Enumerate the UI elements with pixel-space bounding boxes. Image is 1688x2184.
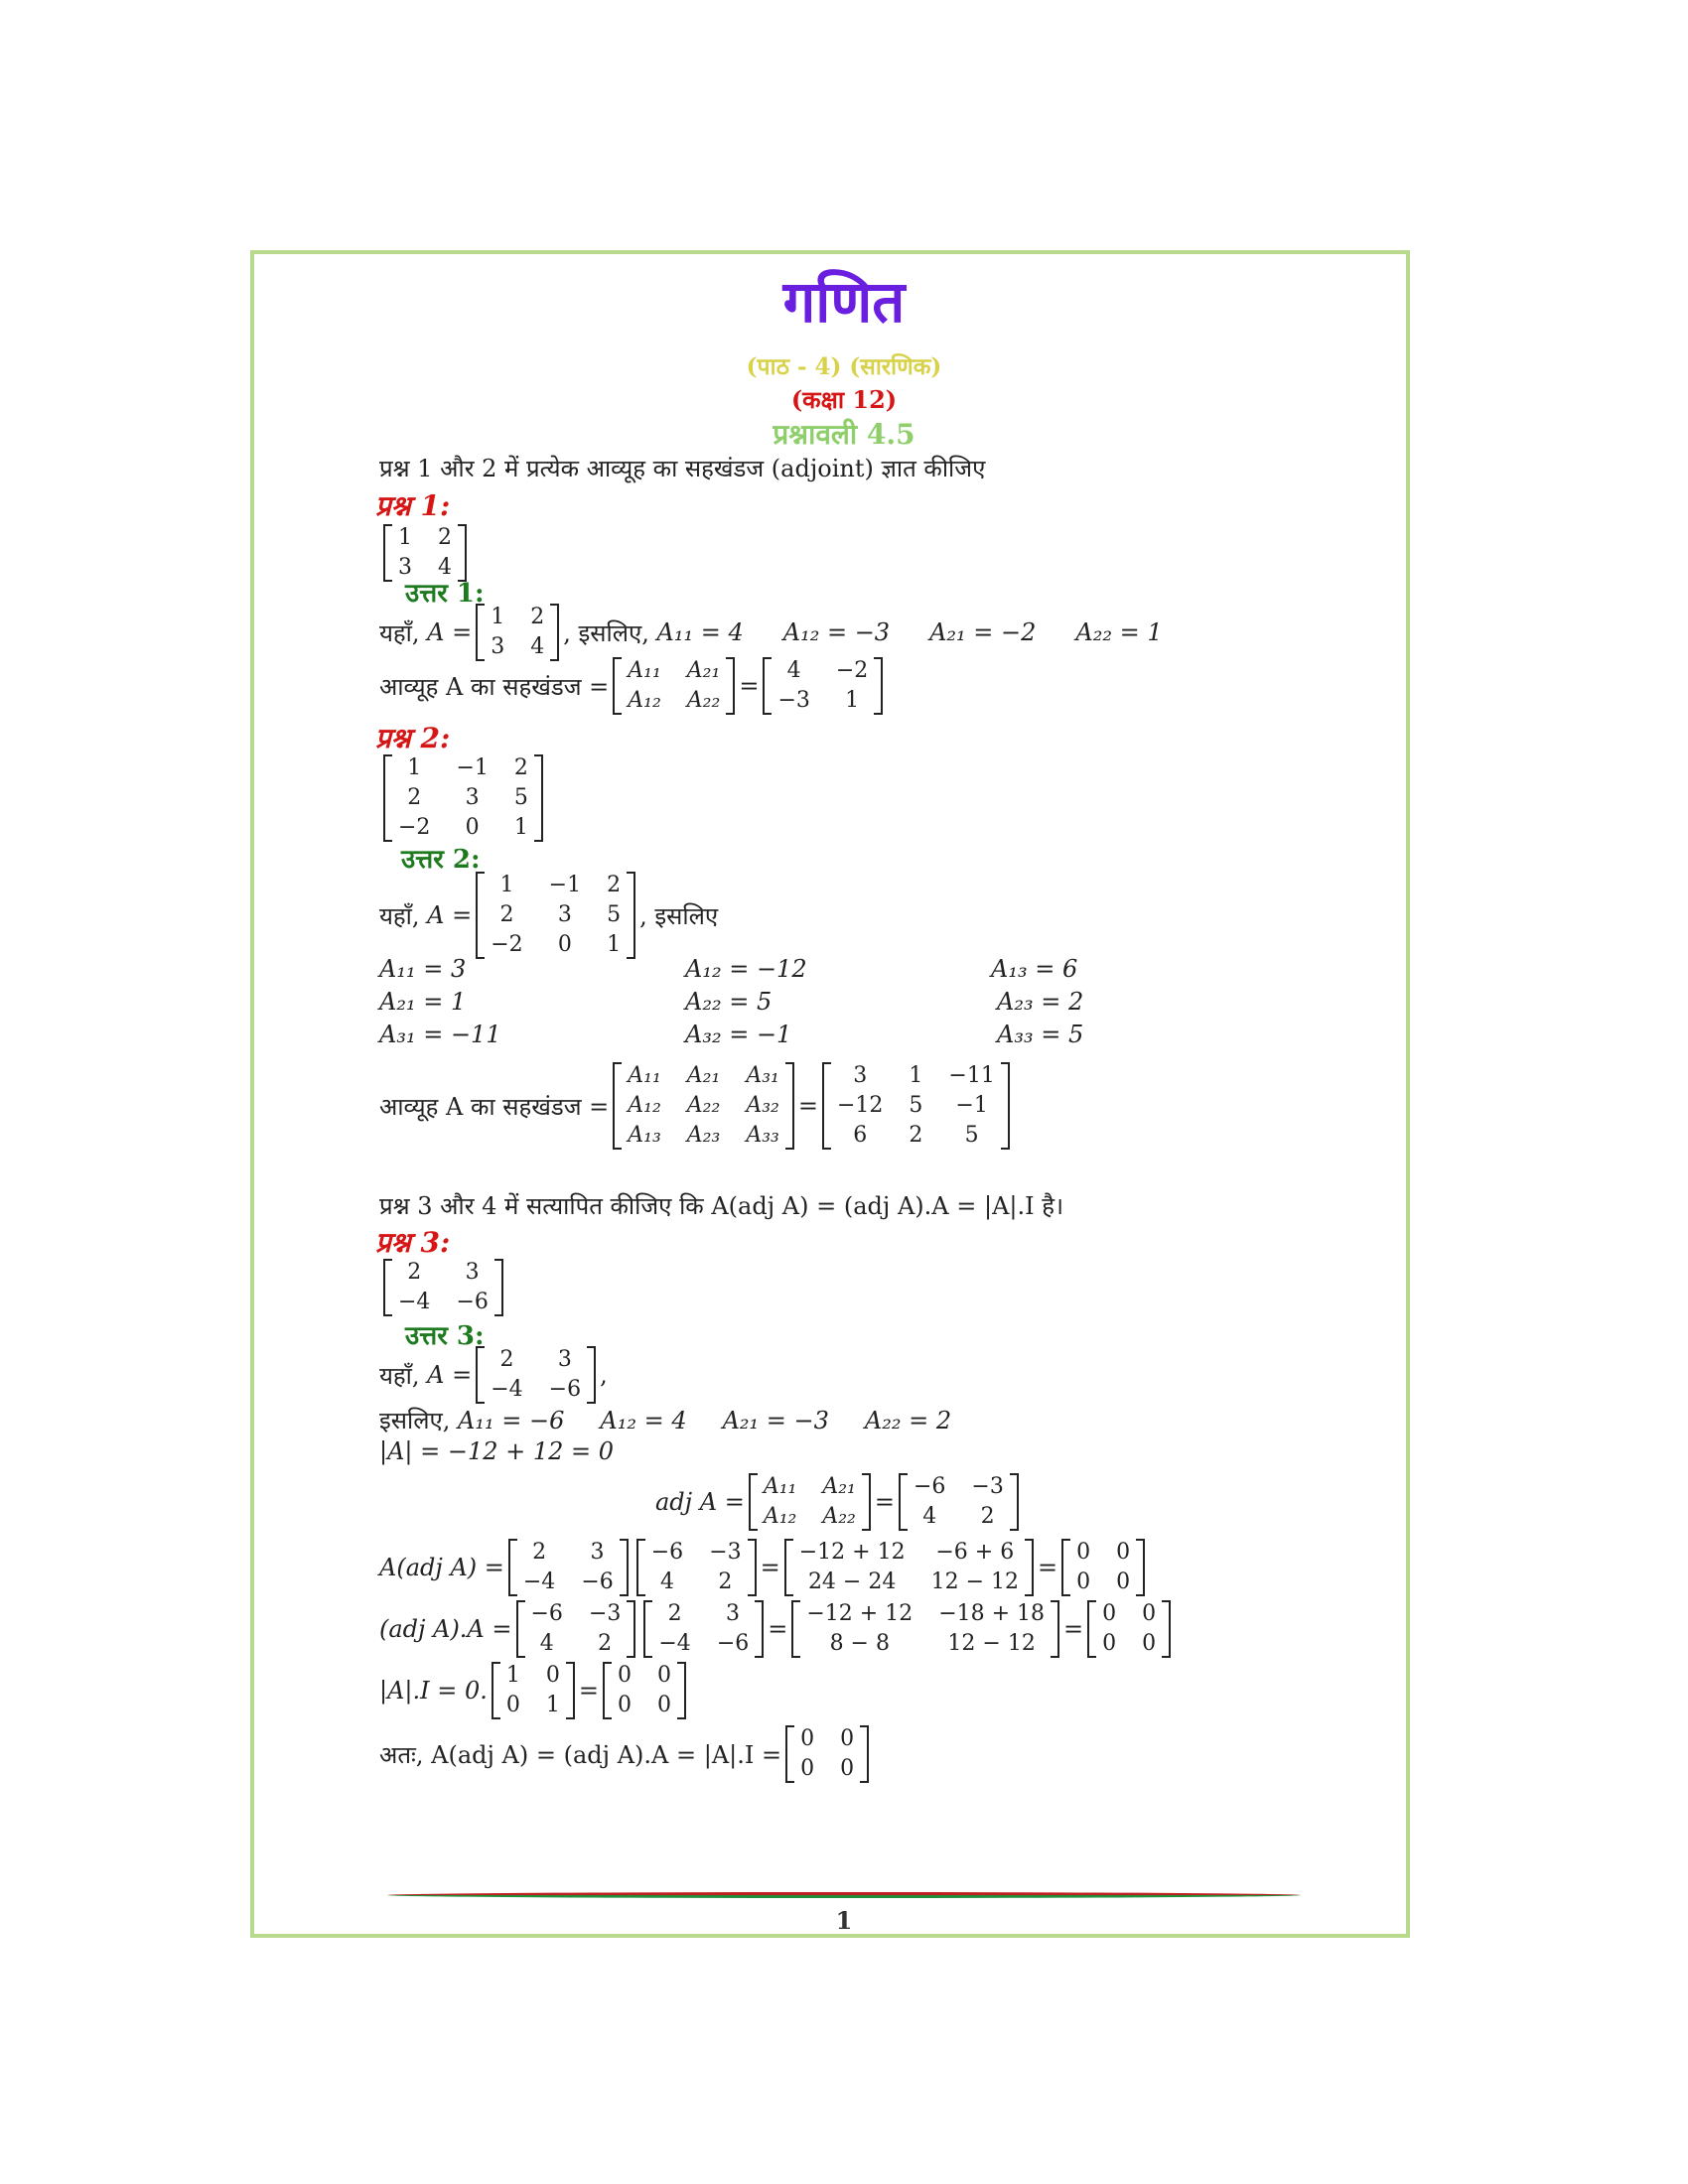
equals: =	[739, 672, 760, 700]
bracket-left	[791, 1600, 800, 1658]
matrix-cell: −11	[948, 1063, 995, 1088]
equals: =	[1063, 1615, 1084, 1643]
answer-3-label: उत्तर 3:	[405, 1321, 485, 1351]
matrix-cell: A₂₂	[822, 1504, 856, 1529]
matrix	[1061, 1539, 1145, 1596]
matrix-grid	[392, 754, 534, 842]
matrix-cell: 3	[557, 902, 572, 927]
matrix-cell: −3	[777, 688, 810, 713]
matrix-cell: −3	[709, 1540, 742, 1565]
matrix-cell: 1	[607, 932, 622, 957]
matrix-cell: 2	[499, 902, 514, 927]
bracket-left	[822, 1062, 831, 1150]
matrix-cell: 0	[618, 1663, 632, 1688]
matrix	[613, 657, 735, 715]
bracket-right	[1010, 1473, 1019, 1531]
answer-2-line	[379, 872, 718, 959]
bracket-right	[726, 657, 735, 715]
equals: =	[797, 1092, 818, 1120]
matrix-cell: −6	[581, 1570, 614, 1594]
product-2-line	[379, 1600, 1175, 1658]
matrix-cell: 1	[491, 605, 505, 629]
matrix-cell: −1	[456, 755, 489, 780]
matrix	[603, 1662, 686, 1719]
matrix-cell: 12 − 12	[947, 1631, 1036, 1656]
matrix-cell: 3	[465, 1260, 480, 1285]
here-text: यहाँ,	[379, 618, 420, 647]
matrix-cell: −4	[398, 1290, 431, 1314]
matrix-grid	[612, 1662, 677, 1719]
bracket-right	[1136, 1539, 1145, 1596]
question-3-label: प्रश्न 3:	[375, 1226, 451, 1259]
matrix-cell: A₁₁	[763, 1474, 797, 1499]
matrix-cell: A₃₂	[746, 1093, 779, 1118]
matrix-cell: 0	[1142, 1631, 1157, 1656]
cofactor: A₂₁ = −3	[722, 1406, 829, 1434]
matrix-cell: A₃₁	[746, 1063, 779, 1088]
matrix-cell: 0	[840, 1726, 855, 1751]
cofactor: A₁₂ = 4	[600, 1406, 687, 1434]
bracket-right	[1001, 1062, 1010, 1150]
cofactor: A₁₁ = 3	[379, 955, 467, 983]
therefore-text: , इसलिए,	[563, 618, 649, 647]
matrix	[383, 754, 543, 842]
bracket-right	[860, 1725, 869, 1783]
identity-line	[379, 1662, 690, 1719]
matrix-cell: A₁₂	[763, 1504, 797, 1529]
bracket-left	[899, 1473, 908, 1531]
product-lhs: (adj A).A =	[379, 1615, 512, 1643]
matrix-grid	[1096, 1600, 1162, 1658]
matrix-cell: 6	[853, 1123, 868, 1148]
matrix-cell: 3	[590, 1540, 605, 1565]
bracket-left	[785, 1725, 794, 1783]
a-equals: A =	[427, 901, 473, 929]
matrix-cell: −4	[491, 1377, 523, 1402]
bracket-right	[627, 872, 635, 959]
answer-1-label: उत्तर 1:	[405, 579, 485, 609]
bracket-right	[1162, 1600, 1171, 1658]
chapter-title: (पाठ - 4) (सारणिक)	[746, 353, 942, 380]
bracket-left	[643, 1600, 652, 1658]
cofactor: A₁₁ = −6	[458, 1406, 565, 1434]
matrix-grid	[622, 657, 726, 715]
bracket-right	[862, 1473, 871, 1531]
matrix-grid	[800, 1600, 1051, 1658]
matrix	[516, 1600, 636, 1658]
matrix-cell: −3	[588, 1601, 622, 1626]
matrix	[476, 872, 635, 959]
equals: =	[768, 1615, 788, 1643]
matrix-cell: A₁₁	[628, 1063, 661, 1088]
bracket-right	[566, 1662, 575, 1719]
matrix-cell: 0	[465, 815, 480, 840]
matrix-cell: A₁₂	[628, 1093, 661, 1118]
matrix-cell: −6	[530, 1601, 563, 1626]
determinant-line: |A| = −12 + 12 = 0	[379, 1437, 615, 1465]
matrix-cell: −12 + 12	[798, 1540, 906, 1565]
matrix-cell: 2	[438, 525, 452, 550]
bracket-right	[1051, 1600, 1059, 1658]
exercise-title: प्रश्नावली 4.5	[773, 418, 915, 451]
cofactor: A₁₁ = 4	[656, 618, 744, 646]
question-2-label: प्रश्न 2:	[375, 722, 451, 754]
matrix	[763, 657, 883, 715]
matrix	[749, 1473, 871, 1531]
matrix-grid	[525, 1600, 628, 1658]
matrix-cell: 2	[667, 1601, 682, 1626]
matrix-cell: 0	[618, 1693, 632, 1717]
matrix-grid	[794, 1725, 860, 1783]
matrix	[492, 1662, 575, 1719]
matrix-cell: A₂₁	[822, 1474, 856, 1499]
therefore-text: , इसलिए	[639, 901, 719, 930]
page-number: 1	[835, 1906, 853, 1935]
matrix-grid	[793, 1539, 1025, 1596]
matrix-grid	[758, 1473, 862, 1531]
matrix-cell: 0	[657, 1693, 671, 1717]
matrix-cell: 0	[800, 1726, 815, 1751]
matrix-cell: A₂₁	[686, 1063, 721, 1088]
cofactor: A₃₁ = −11	[379, 1021, 501, 1048]
cofactors-3-line	[379, 1404, 951, 1436]
therefore-text: इसलिए,	[379, 1407, 451, 1434]
matrix-cell: 0	[1102, 1601, 1117, 1626]
bracket-right	[550, 604, 559, 661]
bracket-right	[748, 1539, 757, 1596]
matrix-cell: 3	[726, 1601, 741, 1626]
matrix-cell: 5	[964, 1123, 979, 1148]
conclusion-line	[379, 1725, 873, 1783]
page-title: गणित	[782, 268, 906, 336]
comma: ,	[600, 1361, 608, 1389]
matrix	[508, 1539, 629, 1596]
matrix-cell: 3	[557, 1347, 572, 1372]
matrix-cell: 0	[1116, 1570, 1131, 1594]
matrix-cell: 4	[659, 1570, 674, 1594]
bracket-left	[476, 1346, 485, 1404]
matrix	[784, 1539, 1034, 1596]
matrix-cell: 1	[909, 1063, 923, 1088]
matrix-cell: 4	[539, 1631, 554, 1656]
matrix-cell: 0	[557, 932, 572, 957]
matrix-cell: 1	[545, 1693, 560, 1717]
bracket-left	[492, 1662, 500, 1719]
bracket-right	[677, 1662, 686, 1719]
matrix-cell: −1	[955, 1093, 988, 1118]
matrix-cell: −2	[398, 815, 431, 840]
matrix	[899, 1473, 1019, 1531]
matrix-cell: −18 + 18	[938, 1601, 1046, 1626]
matrix-grid	[772, 657, 874, 715]
matrix-cell: 2	[499, 1347, 514, 1372]
cofactor: A₂₁ = 1	[379, 988, 467, 1016]
matrix-cell: A₃₃	[746, 1123, 779, 1148]
footer-rule	[387, 1892, 1301, 1898]
matrix	[383, 1259, 503, 1316]
answer-3-line	[379, 1346, 608, 1404]
matrix-cell: 4	[786, 658, 801, 683]
bracket-left	[1061, 1539, 1070, 1596]
equals: =	[760, 1554, 780, 1581]
cofactor: A₂₁ = −2	[929, 618, 1037, 646]
cofactor: A₁₂ = −3	[782, 618, 891, 646]
matrix-cell: 1	[398, 525, 412, 550]
matrix	[822, 1062, 1010, 1150]
bracket-right	[534, 754, 543, 842]
bracket-left	[749, 1473, 758, 1531]
matrix-cell: 1	[499, 873, 514, 897]
matrix-cell: 0	[1102, 1631, 1117, 1656]
matrix-cell: −6	[650, 1540, 684, 1565]
matrix-cell: 2	[909, 1123, 923, 1148]
q2-matrix	[379, 754, 547, 842]
bracket-right	[1025, 1539, 1034, 1596]
equals: =	[874, 1488, 895, 1516]
bracket-left	[383, 754, 392, 842]
bracket-right	[620, 1539, 629, 1596]
matrix	[636, 1539, 757, 1596]
matrix-cell: 1	[407, 755, 422, 780]
matrix-cell: 3	[853, 1063, 868, 1088]
equals: =	[1038, 1554, 1058, 1581]
bracket-left	[1087, 1600, 1096, 1658]
matrix-cell: 0	[1116, 1540, 1131, 1565]
adjoint-2-line	[379, 1062, 1014, 1150]
instruction-1: प्रश्न 1 और 2 में प्रत्येक आव्यूह का सहखंडज (adjoint) ज्ञात कीजिए	[379, 455, 986, 482]
matrix-grid	[645, 1539, 748, 1596]
a-equals: A =	[427, 618, 473, 646]
answer-2-label: उत्तर 2:	[401, 845, 481, 875]
matrix-cell: 5	[513, 785, 528, 810]
product-1-line	[379, 1539, 1149, 1596]
bracket-right	[494, 1259, 503, 1316]
a-equals: A =	[427, 1361, 473, 1389]
cofactor: A₂₂ = 5	[685, 988, 773, 1016]
matrix-grid	[1070, 1539, 1136, 1596]
cofactor: A₃₃ = 5	[997, 1021, 1084, 1048]
matrix-cell: 0	[1076, 1540, 1091, 1565]
matrix-grid	[485, 1346, 587, 1404]
cofactor: A₃₂ = −1	[685, 1021, 792, 1048]
matrix-cell: 0	[545, 1663, 560, 1688]
matrix-cell: −6	[456, 1290, 489, 1314]
matrix-cell: 2	[530, 605, 545, 629]
matrix-cell: 2	[980, 1504, 995, 1529]
matrix-cell: −6	[913, 1474, 946, 1499]
matrix-grid	[831, 1062, 1001, 1150]
adj-3-line	[655, 1473, 1023, 1531]
matrix-cell: 1	[845, 688, 860, 713]
matrix-cell: 0	[505, 1693, 520, 1717]
matrix-cell: 8 − 8	[829, 1631, 890, 1656]
bracket-left	[763, 657, 772, 715]
adjoint-text: आव्यूह A का सहखंडज =	[379, 672, 610, 701]
matrix-cell: 2	[607, 873, 622, 897]
matrix-cell: 2	[718, 1570, 733, 1594]
bracket-left	[784, 1539, 793, 1596]
matrix-cell: −12	[836, 1093, 884, 1118]
matrix-cell: 1	[513, 815, 528, 840]
matrix-cell: A₂₃	[686, 1123, 721, 1148]
matrix-grid	[485, 604, 550, 661]
matrix-cell: A₁₃	[628, 1123, 661, 1148]
matrix-cell: A₂₁	[686, 658, 721, 683]
bracket-right	[785, 1062, 794, 1150]
matrix-cell: 0	[800, 1756, 815, 1781]
matrix-grid	[500, 1662, 566, 1719]
cofactor: A₁₃ = 6	[991, 955, 1078, 983]
matrix-cell: A₁₂	[628, 688, 661, 713]
matrix	[643, 1600, 764, 1658]
answer-1-line	[379, 604, 1163, 661]
cofactor: A₂₃ = 2	[997, 988, 1084, 1016]
matrix-cell: 4	[922, 1504, 937, 1529]
cofactor: A₁₂ = −12	[685, 955, 807, 983]
matrix-cell: −3	[971, 1474, 1004, 1499]
matrix-cell: −4	[522, 1570, 556, 1594]
matrix	[1087, 1600, 1171, 1658]
bracket-left	[508, 1539, 517, 1596]
matrix-cell: A₂₂	[686, 1093, 721, 1118]
matrix-grid	[652, 1600, 755, 1658]
bracket-right	[627, 1600, 635, 1658]
matrix-cell: 4	[530, 634, 545, 659]
matrix	[785, 1725, 869, 1783]
matrix-cell: −2	[835, 658, 869, 683]
bracket-left	[476, 604, 485, 661]
matrix-cell: 3	[398, 555, 412, 580]
matrix	[791, 1600, 1059, 1658]
matrix-cell: 3	[491, 634, 505, 659]
adj-lhs: adj A =	[655, 1488, 745, 1516]
matrix-cell: −6	[548, 1377, 582, 1402]
matrix-cell: 3	[465, 785, 480, 810]
here-text: यहाँ,	[379, 1361, 420, 1390]
matrix-grid	[392, 1259, 494, 1316]
class-label: (कक्षा 12)	[790, 385, 898, 414]
instruction-2: प्रश्न 3 और 4 में सत्यापित कीजिए कि A(adj A) = (adj A).A = |A|.I है।	[379, 1192, 1064, 1220]
bracket-left	[476, 872, 485, 959]
matrix-cell: 2	[598, 1631, 613, 1656]
matrix-grid	[517, 1539, 620, 1596]
matrix-cell: −2	[491, 932, 523, 957]
identity-lhs: |A|.I = 0.	[379, 1677, 488, 1705]
matrix	[476, 604, 559, 661]
bracket-left	[383, 1259, 392, 1316]
bracket-left	[516, 1600, 525, 1658]
matrix-cell: 2	[407, 785, 422, 810]
matrix-cell: 4	[438, 555, 452, 580]
matrix	[476, 1346, 596, 1404]
cofactor: A₂₂ = 2	[864, 1406, 952, 1434]
matrix	[613, 1062, 794, 1150]
matrix-cell: −4	[658, 1631, 691, 1656]
matrix-cell: 0	[840, 1756, 855, 1781]
matrix-cell: 5	[607, 902, 622, 927]
matrix-cell: A₁₁	[628, 658, 661, 683]
matrix-grid	[908, 1473, 1010, 1531]
matrix-cell: 5	[909, 1093, 923, 1118]
matrix-cell: −12 + 12	[806, 1601, 914, 1626]
bracket-right	[755, 1600, 764, 1658]
matrix-cell: 12 − 12	[930, 1570, 1019, 1594]
here-text: यहाँ,	[379, 901, 420, 930]
bracket-left	[613, 657, 622, 715]
matrix-cell: 1	[505, 1663, 520, 1688]
adjoint-text: आव्यूह A का सहखंडज =	[379, 1092, 610, 1121]
bracket-left	[603, 1662, 612, 1719]
adjoint-1-line	[379, 657, 887, 715]
bracket-left	[383, 524, 392, 582]
matrix-cell: 2	[532, 1540, 547, 1565]
matrix-grid	[485, 872, 627, 959]
matrix-cell: 0	[657, 1663, 671, 1688]
matrix-cell: 24 − 24	[807, 1570, 897, 1594]
matrix-grid	[622, 1062, 785, 1150]
matrix-cell: 0	[1076, 1570, 1091, 1594]
matrix-cell: −1	[548, 873, 582, 897]
matrix-cell: A₂₂	[686, 688, 721, 713]
matrix-cell: 2	[513, 755, 528, 780]
question-1-label: प्रश्न 1:	[375, 489, 451, 522]
matrix-cell: 0	[1142, 1601, 1157, 1626]
cofactor: A₂₂ = 1	[1075, 618, 1163, 646]
matrix-cell: −6 + 6	[935, 1540, 1015, 1565]
product-lhs: A(adj A) =	[379, 1554, 504, 1581]
bracket-right	[587, 1346, 596, 1404]
equals: =	[578, 1677, 599, 1705]
matrix-cell: 2	[407, 1260, 422, 1285]
bracket-right	[874, 657, 883, 715]
q3-matrix	[379, 1259, 507, 1316]
conclusion-text: अतः, A(adj A) = (adj A).A = |A|.I =	[379, 1740, 782, 1769]
bracket-left	[613, 1062, 622, 1150]
bracket-left	[636, 1539, 645, 1596]
matrix-cell: −6	[716, 1631, 750, 1656]
